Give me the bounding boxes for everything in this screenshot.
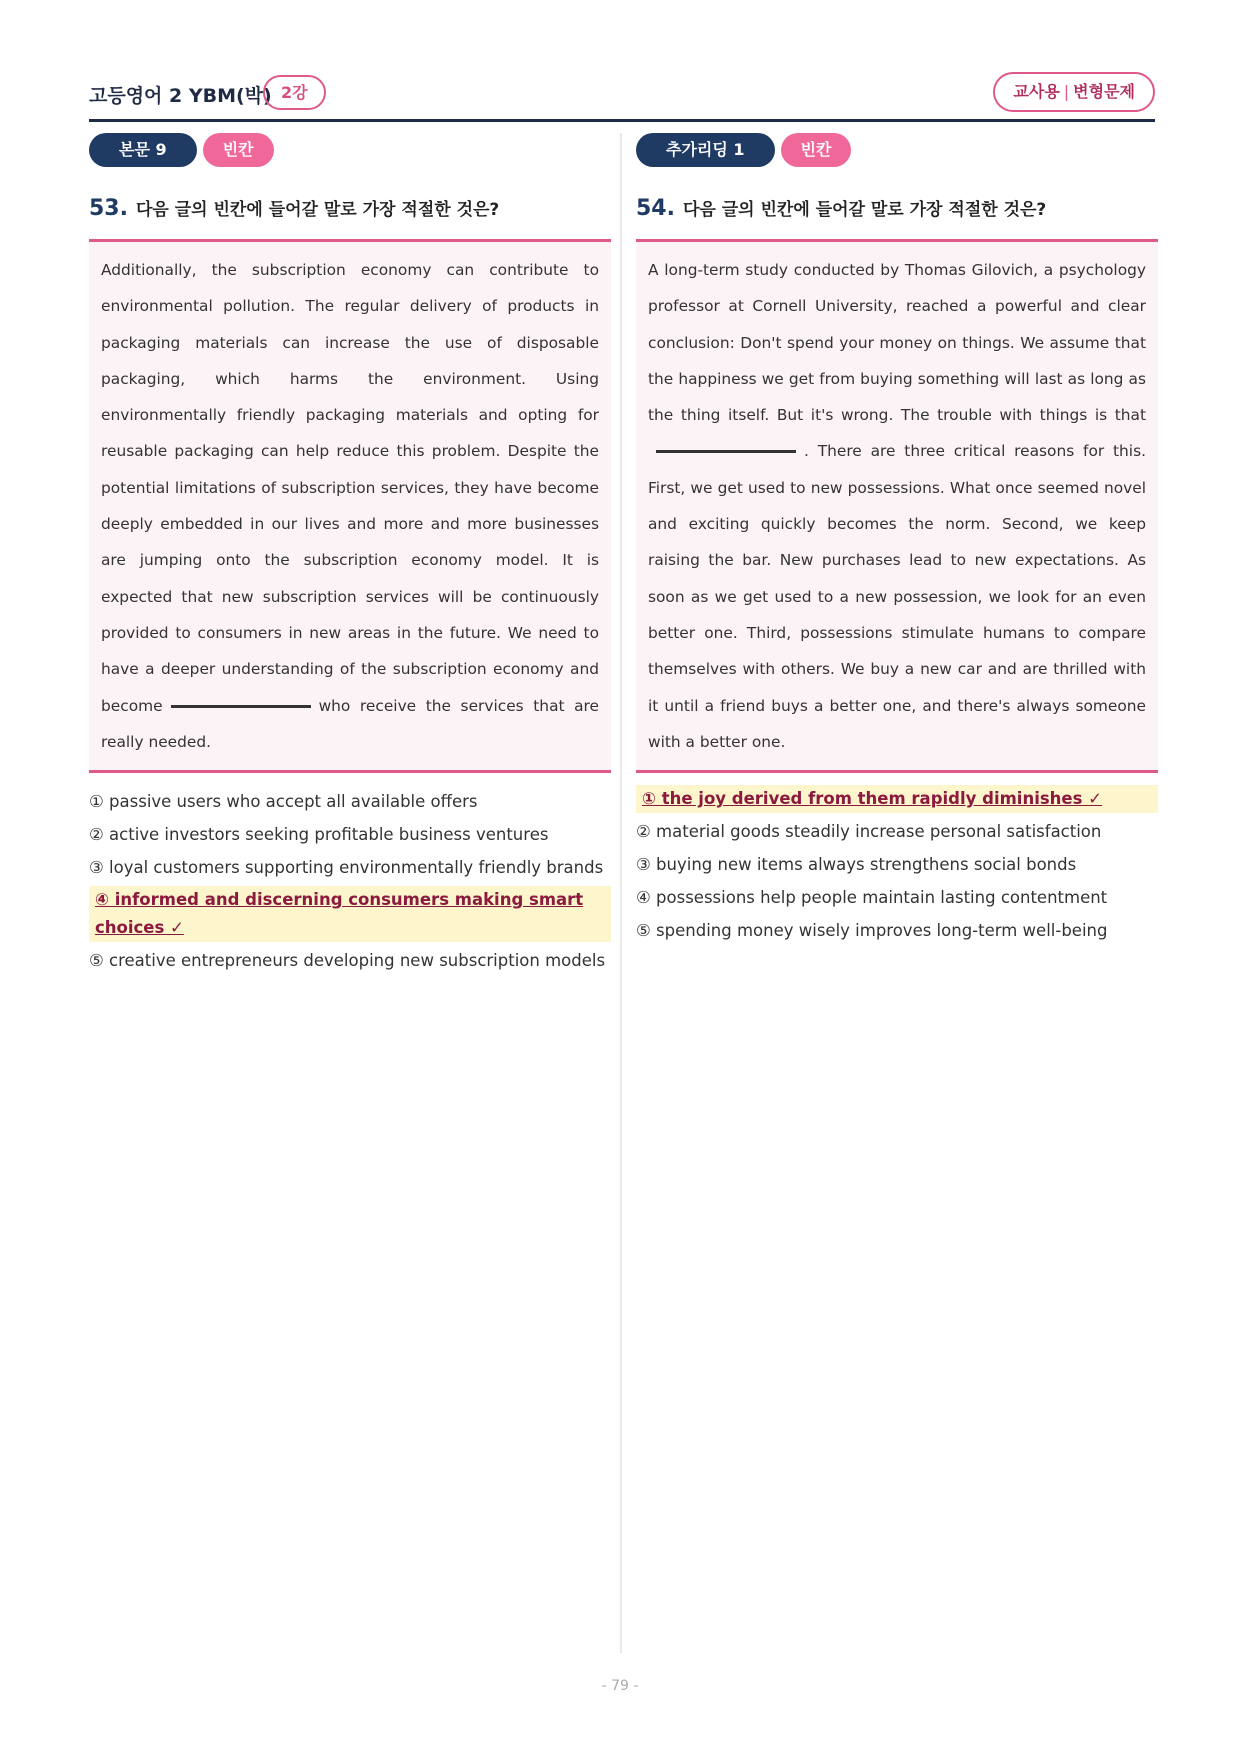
type-tag: 빈칸	[781, 133, 852, 167]
passage-before-blank: A long-term study conducted by Thomas Gilovich, a psychology professor at Cornell University, reached a powerful and clear conclusion: Don't spend your money on things. We assume that the happiness we get from buying something will last as long as the thing itself. But it's wrong. The trouble with things is that	[648, 261, 1146, 425]
tag-row	[636, 133, 1158, 169]
choice-2[interactable]: ② material goods steadily increase personal satisfaction	[636, 822, 1102, 842]
page-number: - 79 -	[601, 1678, 639, 1694]
page-header	[89, 70, 1155, 122]
passage-after-blank: who receive the services that are really needed.	[101, 696, 599, 751]
worksheet-badge	[993, 72, 1155, 112]
passage-before-blank: Additionally, the subscription economy can contribute to environmental pollution. The regular delivery of products in packaging materials can increase the use of disposable packaging, which harms the environment. Using environmentally friendly packaging materials and opting for reusable packaging can help reduce this problem. Despite the potential limitations of subscription services, they have become deeply embedded in our lives and more and more businesses are jumping onto the subscription economy model. It is expected that new subscription services will be continuously provided to consumers in new areas in the future. We need to have a deeper understanding of the subscription economy and become	[101, 261, 599, 715]
choice-3[interactable]: ③ loyal customers supporting environmentally friendly brands	[89, 858, 604, 878]
worksheet-type-label: 변형문제	[1073, 82, 1135, 101]
question-heading	[89, 195, 611, 225]
question-53-column	[89, 133, 611, 977]
section-tag: 추가리딩 1	[636, 133, 775, 167]
answer-blank	[656, 450, 796, 453]
choice-4-correct-answer[interactable]: ④ informed and discerning consumers making smart choices ✓	[89, 886, 611, 942]
choice-5[interactable]: ⑤ spending money wisely improves long-term well-being	[636, 921, 1108, 941]
passage-after-blank: . There are three critical reasons for this. First, we get used to new possessions. What once seemed novel and exciting quickly becomes the norm. Second, we keep raising the bar. New purchases lead to new expectations. As soon as we get used to a new possession, we look for an even better one. Third, possessions stimulate humans to compare themselves with others. We buy a new car and are thrilled with it until a friend buys a better one, and there's always someone with a better one.	[648, 442, 1146, 751]
question-number: 53.	[89, 196, 128, 221]
type-tag: 빈칸	[203, 133, 274, 167]
choice-list	[636, 785, 1158, 947]
question-number: 54.	[636, 196, 675, 221]
passage-text	[101, 252, 599, 760]
choice-2[interactable]: ② active investors seeking profitable business ventures	[89, 825, 549, 845]
choice-1-correct-answer[interactable]: ① the joy derived from them rapidly diminishes ✓	[636, 785, 1158, 813]
course-title: 고등영어 2 YBM(박)	[89, 85, 272, 107]
lesson-badge: 2강	[263, 75, 326, 110]
tag-row	[89, 133, 611, 169]
answer-blank	[171, 705, 311, 708]
question-prompt: 다음 글의 빈칸에 들어갈 말로 가장 적절한 것은?	[682, 200, 1047, 220]
choice-4[interactable]: ④ possessions help people maintain lasting contentment	[636, 888, 1108, 908]
passage-box	[636, 239, 1158, 773]
question-heading	[636, 195, 1158, 225]
question-54-column	[636, 133, 1158, 947]
audience-label: 교사용	[1013, 82, 1060, 101]
column-divider	[620, 133, 622, 1653]
section-tag: 본문 9	[89, 133, 197, 167]
badge-separator: |	[1063, 82, 1070, 101]
choice-5[interactable]: ⑤ creative entrepreneurs developing new subscription models	[89, 951, 606, 971]
choice-3[interactable]: ③ buying new items always strengthens social bonds	[636, 855, 1077, 875]
question-prompt: 다음 글의 빈칸에 들어갈 말로 가장 적절한 것은?	[135, 200, 500, 220]
choice-1[interactable]: ① passive users who accept all available offers	[89, 792, 478, 812]
choice-list	[89, 785, 611, 977]
passage-text	[648, 252, 1146, 760]
passage-box	[89, 239, 611, 773]
header-rule	[89, 119, 1155, 122]
